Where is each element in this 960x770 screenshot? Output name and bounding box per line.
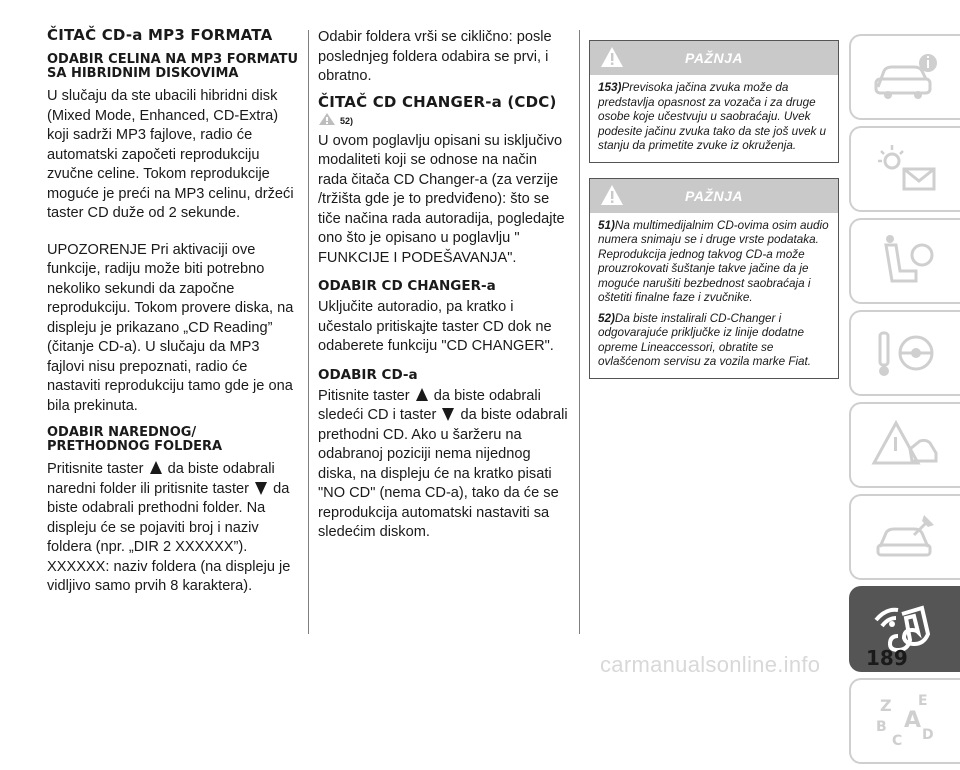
warning-note: 52)Da biste instalirali CD-Changer i odgovarajuće priključke iz linije dodatne opreme Lineaccessori, obratite se ovlašćenom servisu za vozila marke Fiat. [598, 311, 812, 368]
warning-note: 153)Previsoka jačina zvuka može da predstavlja opasnost za vozača i za druge osobe koje učestvuju u saobraćaju. Uvek podesite jačinu zvuka tako da ste još uvek u stanju da primetite zvuke iz okruženja. [598, 81, 827, 152]
tab-maintenance[interactable] [849, 494, 960, 580]
svg-text:A: A [903, 708, 921, 733]
paragraph-folder: Pritisnite taster da biste odabrali naredni folder ili pritisnite taster da biste odabrali prethodni folder. Na displeju će se pojaviti broj i naziv foldera (npr. „DIR 2 XXXXXX”). XXXXXX: naziv foldera (na displeju je vidljivo samo prvih 8 karaktera). [47, 461, 291, 594]
paragraph-cd-select: Pitisnite taster da biste odabrali sledeći CD i taster da biste odabrali prethodni CD. Ako u šaržeru na odabranoj poziciji nema nijednog diska, na displeju će na kratko pisati "NO CD" (nema CD-a), tako da će se reprodukcija automatski nastaviti sa sledećim diskom. [318, 387, 568, 540]
column-divider [308, 30, 309, 634]
subheading-cd-select: ODABIR CD-a [318, 366, 418, 383]
column-middle [318, 28, 570, 543]
warning-triangle-icon [600, 46, 624, 68]
page-number: 189 [866, 646, 908, 670]
tab-warning-lights[interactable] [849, 126, 960, 212]
warning-box-header [590, 41, 838, 75]
svg-text:B: B [875, 719, 887, 735]
warning-title: PAŽNJA [685, 187, 743, 204]
warning-box [589, 40, 839, 163]
section-heading-mp3: ČITAČ CD-a MP3 FORMATA [47, 26, 273, 44]
paragraph-cyclic: Odabir foldera vrši se ciklično: posle poslednjeg foldera odabira se prvi, i obratno. [318, 29, 552, 84]
car-info-icon [866, 47, 946, 107]
column-right [589, 40, 839, 394]
up-arrow-icon [416, 388, 428, 401]
watermark: carmanualsonline.info [600, 652, 821, 677]
column-left [47, 28, 299, 597]
reference-number: 52) [340, 115, 354, 126]
up-arrow-icon [150, 461, 162, 474]
subheading-folder: ODABIR NAREDNOG/ PRETHODNOG FOLDERA [47, 425, 223, 454]
warning-box-body [590, 75, 838, 162]
maintenance-icon [866, 507, 946, 567]
subheading-cdc-select: ODABIR CD CHANGER-a [318, 278, 496, 294]
warning-title: PAŽNJA [685, 50, 743, 66]
svg-text:E: E [917, 693, 928, 709]
svg-text:Z: Z [879, 696, 892, 715]
column-divider [579, 30, 580, 634]
warning-note: 51)Na multimedijalnim CD-ovima osim audio numera snimaju se i druge vrste podataka. Reprodukcija jednog takvog CD-a može prouzrokovati šuštanje takve jačine da je moguće narušiti bezbednost saobraćaja i oštetiti finalne faze i zvučnike. [598, 218, 829, 304]
subheading-hybrid: ODABIR CELINA NA MP3 FORMATU SA HIBRIDNIM DISKOVIMA [47, 52, 299, 81]
section-heading-cdc: ČITAČ CD CHANGER-a (CDC) [318, 92, 557, 111]
tab-car-info[interactable] [849, 34, 960, 120]
tab-driving[interactable] [849, 310, 960, 396]
warning-triangle-icon [600, 184, 624, 206]
warning-box [589, 178, 839, 379]
paragraph-hybrid: U slučaju da ste ubacili hibridni disk (Mixed Mode, Enhanced, CD-Extra) koji sadrži MP3 fajlove, radio će automatski započeti reprodukciju zvučne celine. Tokom reprodukcije moguće je preći na MP3 celinu, držeći taster CD duže od 2 sekunde. [47, 88, 294, 221]
warning-box-header [590, 179, 838, 213]
paragraph-cdc-intro: U ovom poglavlju opisani su isključivo modaliteti koji se odnose na način rada čitača CD Changer-a (za verzije /tržišta gde je to predviđeno): što se tiče načina rada autoradija, pogledajte ono što je opisano u poglavlju " FUNKCIJE I PODEŠAVANJA". [318, 132, 565, 266]
tab-emergency[interactable] [849, 402, 960, 488]
paragraph-warning: UPOZORENJE Pri aktivaciji ove funkcije, radiju može biti potrebno nekoliko sekundi da započne reprodukciju. Tokom provere diska, na displeju je prikazano „CD Reading” (čitanje CD-a). U slučaju da MP3 fajlovi nisu prepoznati, radio će nastaviti reprodukciju tamo gde je ona bila prekinuta. [47, 241, 294, 414]
tab-safety[interactable] [849, 218, 960, 304]
emergency-icon [866, 415, 946, 475]
svg-text:C: C [891, 733, 902, 749]
steering-key-icon [866, 323, 946, 383]
svg-text:D: D [921, 727, 934, 743]
index-icon [866, 691, 946, 751]
warning-triangle-icon [318, 112, 336, 126]
tab-index[interactable] [849, 678, 960, 764]
warning-box-body [590, 213, 838, 378]
paragraph-cdc-select: Uključite autoradio, pa kratko i učestalo pritiskajte taster CD dok ne odaberete funkciju "CD CHANGER". [318, 299, 554, 354]
down-arrow-icon [255, 482, 267, 495]
down-arrow-icon [442, 408, 454, 421]
warning-lights-icon [866, 139, 946, 199]
seat-airbag-icon [866, 231, 946, 291]
reference-line [318, 112, 570, 126]
